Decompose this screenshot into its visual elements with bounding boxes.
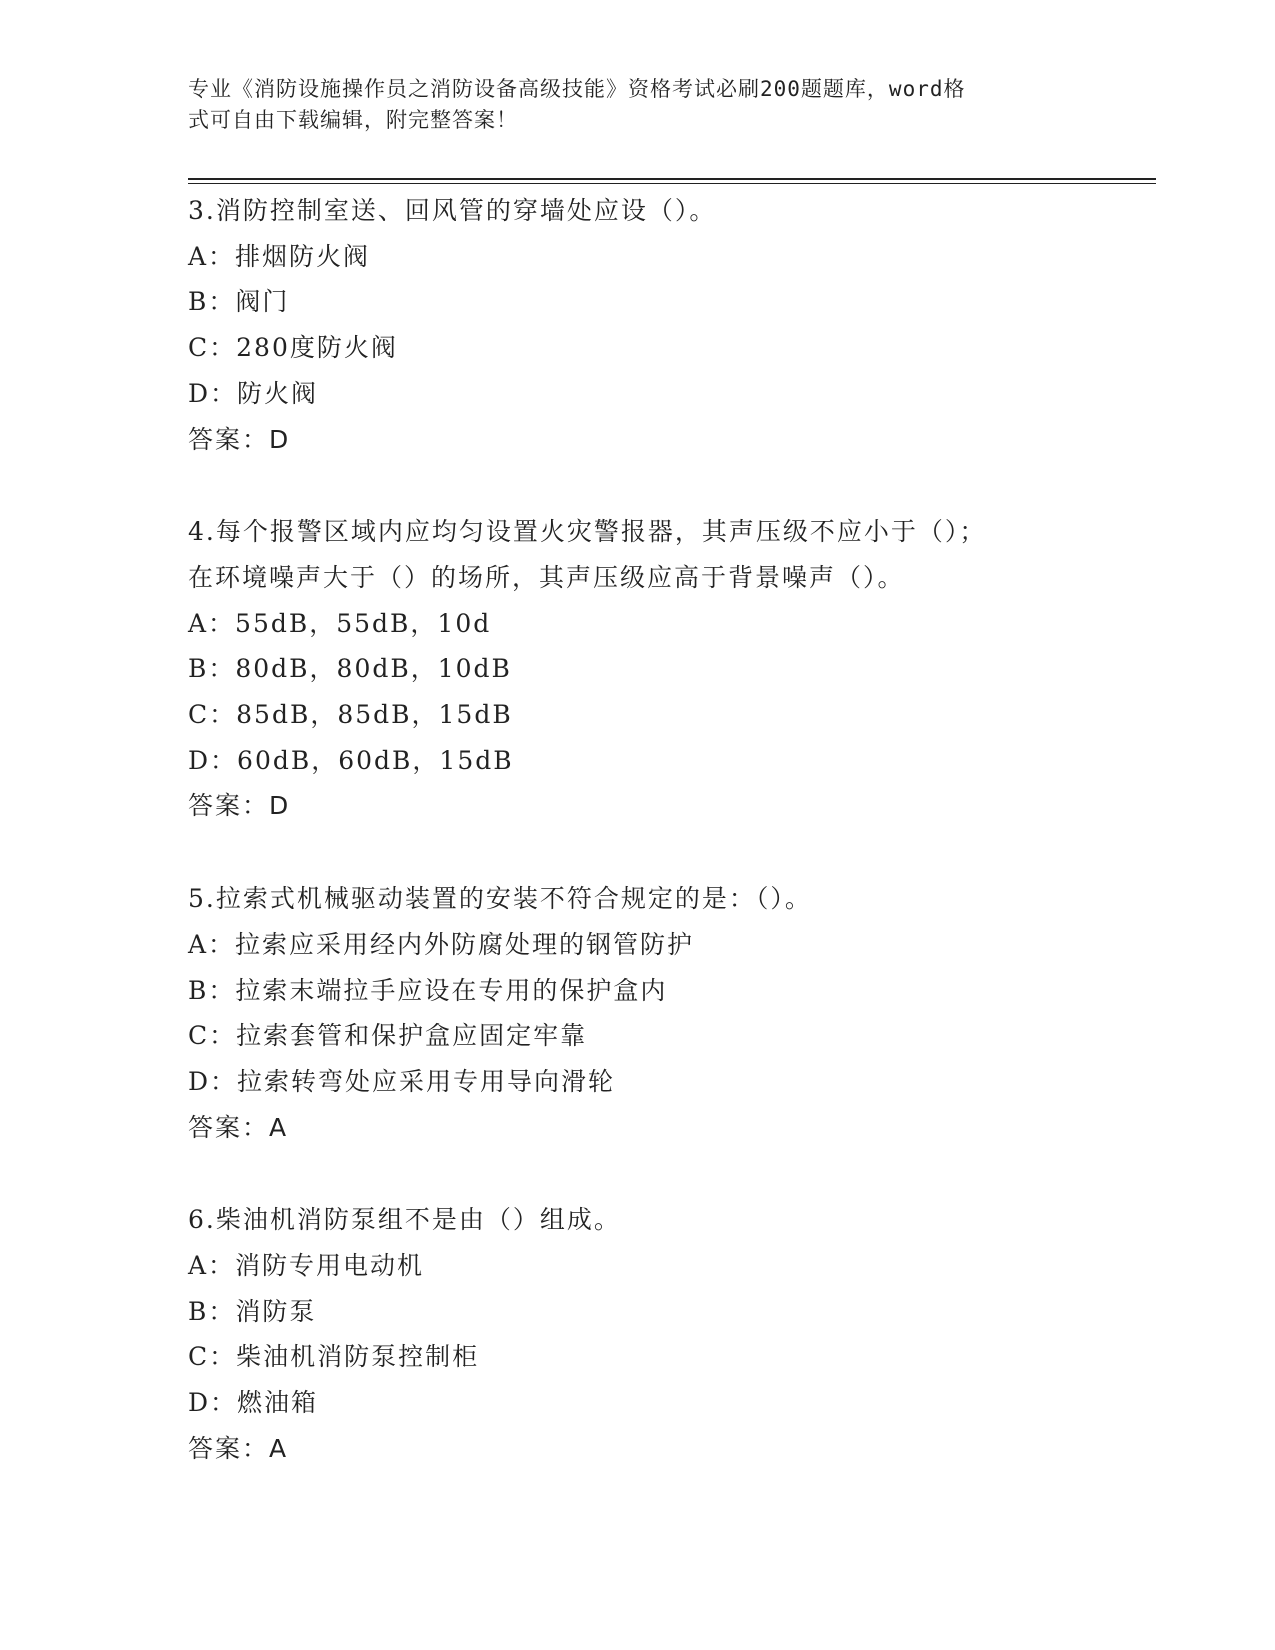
question-stem: 3.消防控制室送、回风管的穿墙处应设（）。	[188, 196, 717, 225]
question-5	[188, 876, 1148, 1150]
question-stem: 5.拉索式机械驱动装置的安装不符合规定的是：（）。	[188, 884, 812, 914]
option-d: D：燃油箱	[188, 1388, 319, 1418]
option-b: B：消防泵	[188, 1296, 317, 1326]
option-d: D：60dB，60dB，15dB	[188, 745, 514, 775]
option-c: C：柴油机消防泵控制柜	[188, 1342, 480, 1372]
question-6	[188, 1197, 1148, 1471]
header-line-2: 式可自由下载编辑，附完整答案！	[188, 108, 518, 132]
option-c: C：85dB，85dB，15dB	[188, 700, 513, 730]
header-divider-thin	[188, 183, 1156, 184]
option-d: D：拉索转弯处应采用专用导向滑轮	[188, 1066, 616, 1096]
question-stem: 6.柴油机消防泵组不是由（）组成。	[188, 1205, 621, 1235]
document-header	[188, 74, 1068, 136]
answer: 答案：A	[188, 1112, 289, 1142]
option-a: A：55dB，55dB，10d	[188, 608, 492, 638]
answer: 答案：A	[188, 1433, 289, 1463]
option-c: C：拉索套管和保护盒应固定牢靠	[188, 1021, 588, 1051]
option-a: A：排烟防火阀	[188, 241, 371, 271]
question-4	[188, 509, 1148, 829]
answer: 答案：D	[188, 424, 291, 454]
question-list	[188, 188, 1148, 1519]
option-b: B：拉索末端拉手应设在专用的保护盒内	[188, 975, 668, 1005]
option-b: B：80dB，80dB，10dB	[188, 654, 512, 684]
header-divider-thick	[188, 178, 1156, 180]
option-b: B：阀门	[188, 287, 290, 317]
option-c: C：280度防火阀	[188, 333, 398, 363]
option-a: A：消防专用电动机	[188, 1251, 425, 1281]
question-stem-line-2: 在环境噪声大于（）的场所，其声压级应高于背景噪声（）。	[188, 562, 905, 592]
question-3	[188, 188, 1148, 462]
question-stem-line-1: 4.每个报警区域内应均匀设置火灾警报器，其声压级不应小于（）；	[188, 517, 987, 547]
header-line-1: 专业《消防设施操作员之消防设备高级技能》资格考试必刷200题题库，word格	[188, 77, 966, 101]
option-a: A：拉索应采用经内外防腐处理的钢管防护	[188, 929, 695, 959]
answer: 答案：D	[188, 791, 291, 821]
option-d: D：防火阀	[188, 378, 319, 408]
